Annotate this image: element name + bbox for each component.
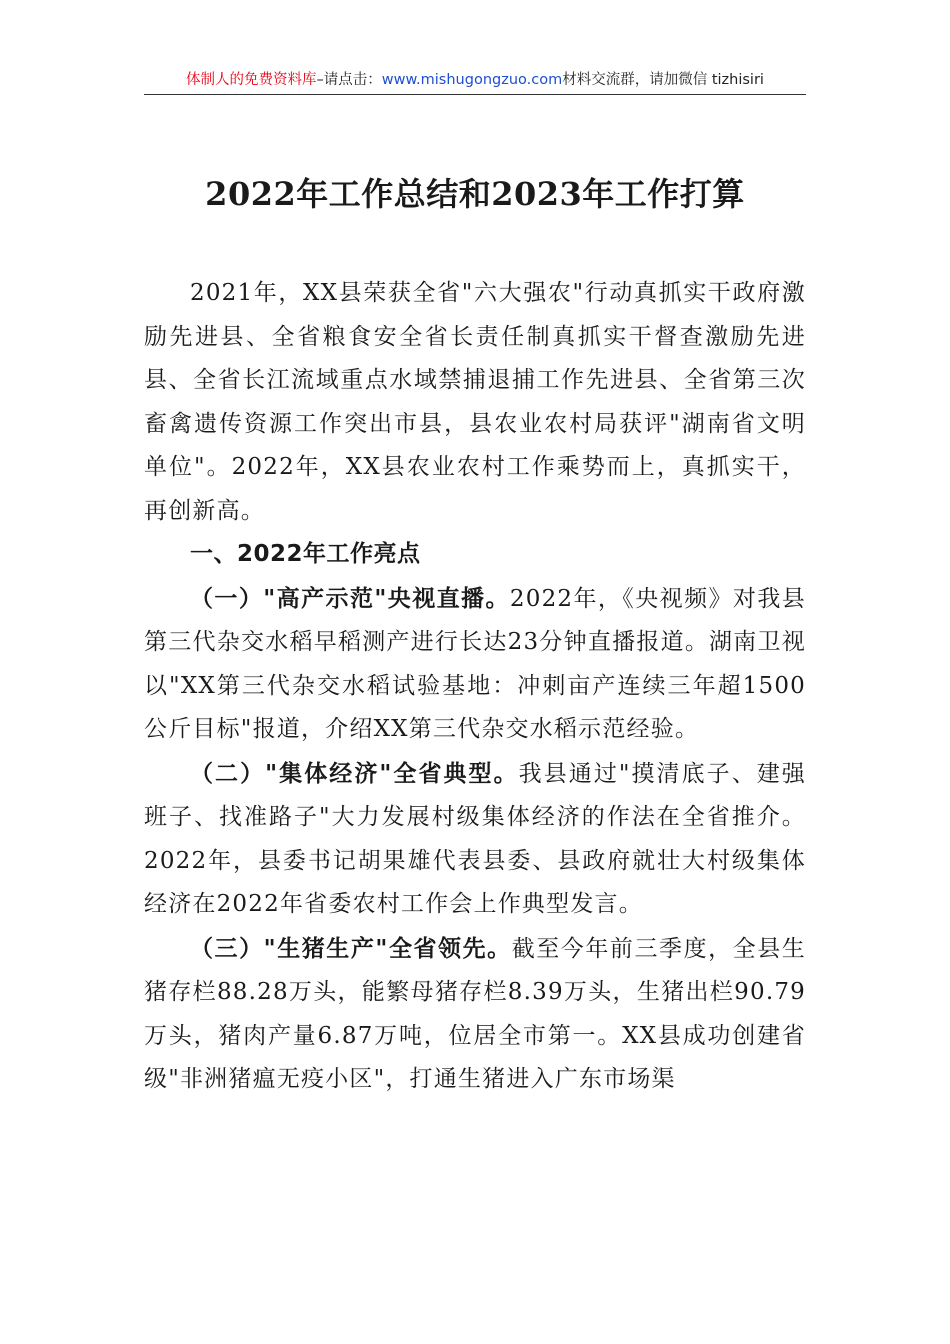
header-brand: 体制人的免费资料库: [186, 72, 317, 88]
document-title: 2022年工作总结和2023年工作打算: [205, 175, 745, 213]
highlight-item-1-heading: （一）"高产示范"央视直播。: [190, 584, 510, 612]
intro-paragraph: 2021年，XX县荣获全省"六大强农"行动真抓实干政府激励先进县、全省粮食安全省长责任制真抓实干督查激励先进县、全省长江流域重点水域禁捕退捕工作先进县、全省第三次畜禽遗传资源工作突出市县，县农业农村局获评"湖南省文明单位"。2022年，XX县农业农村工作乘势而上，真抓实干，再创新高。: [144, 280, 806, 524]
document-body: [144, 272, 806, 1102]
highlight-item-2-heading: （二）"集体经济"全省典型。: [190, 759, 519, 787]
highlight-item-3-body: 截至今年前三季度，全县生猪存栏88.28万头，能繁母猪存栏8.39万头，生猪出栏90.79万头，猪肉产量6.87万吨，位居全市第一。XX县成功创建省级"非洲猪瘟无疫小区"，打通生猪进入广东市场渠: [144, 935, 806, 1092]
highlight-item-2: [144, 752, 806, 927]
highlight-item-1: [144, 577, 806, 752]
page-header: [144, 68, 806, 95]
header-suffix: 材料交流群，请加微信 tizhisiri: [562, 72, 764, 88]
highlight-item-2-body: 我县通过"摸清底子、建强班子、找准路子"大力发展村级集体经济的作法在全省推介。2022年，县委书记胡果雄代表县委、县政府就壮大村级集体经济在2022年省委农村工作会上作典型发言。: [144, 760, 806, 917]
section-heading: 一、2022年工作亮点: [190, 541, 421, 567]
highlight-item-3: [144, 927, 806, 1102]
highlight-item-3-heading: （三）"生猪生产"全省领先。: [190, 934, 512, 962]
highlight-item-1-body: 2022年，《央视频》对我县第三代杂交水稻早稻测产进行长达23分钟直播报道。湖南卫视以"XX第三代杂交水稻试验基地：冲刺亩产连续三年超1500公斤目标"报道，介绍XX第三代杂交水稻示范经验。: [144, 585, 806, 742]
header-url-link[interactable]: www.mishugongzuo.com: [381, 72, 563, 88]
header-prompt: –请点击：: [316, 72, 382, 88]
